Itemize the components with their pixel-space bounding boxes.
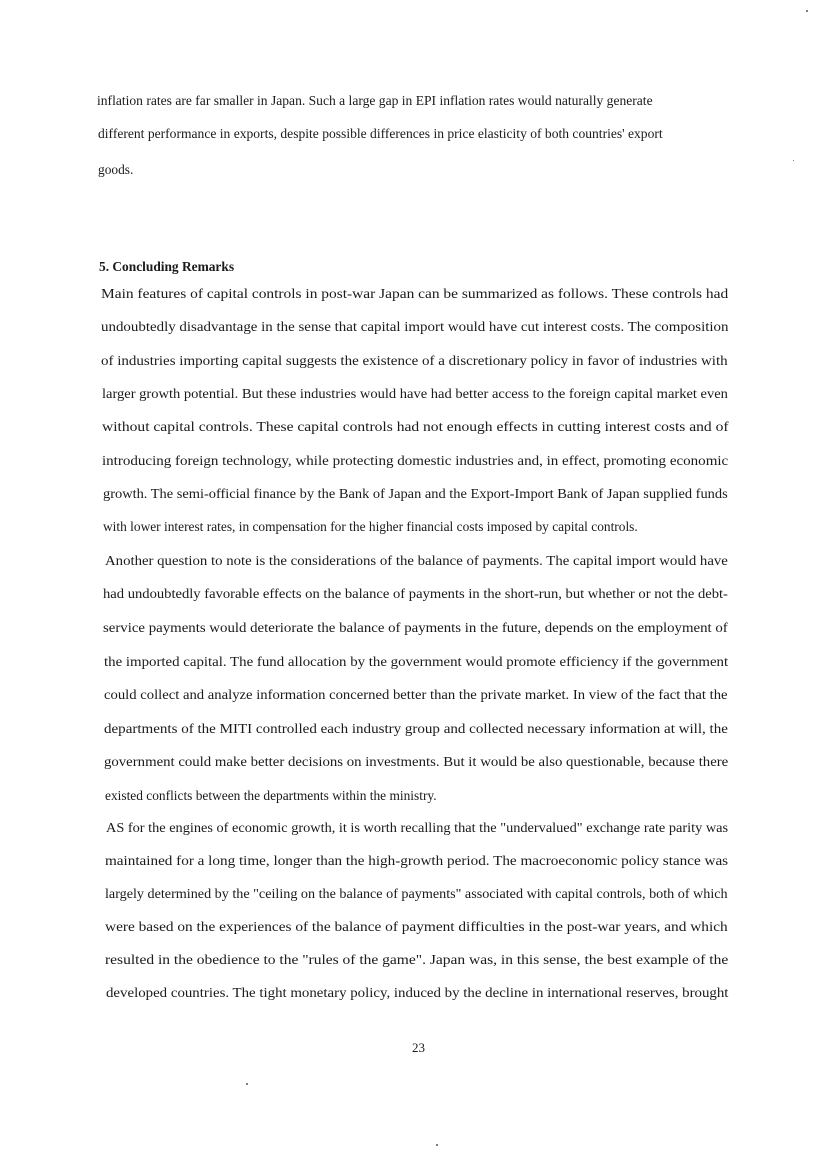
body-text-line: larger growth potential. But these industries would have had better access to the foreign capital market even [102,386,728,401]
body-text-line: service payments would deteriorate the balance of payments in the future, depends on the employment of [103,620,728,635]
body-text-line: government could make better decisions on investments. But it would be also questionable, because there [104,754,729,769]
body-text-line: had undoubtedly favorable effects on the balance of payments in the short-run, but whether or not the debt- [103,586,728,601]
body-text-line: with lower interest rates, in compensation for the higher financial costs imposed by capital controls. [103,519,638,534]
body-text-line: without capital controls. These capital controls had not enough effects in cutting interest costs and of [102,419,729,434]
scan-speck [246,1083,248,1085]
body-text-line: different performance in exports, despite possible differences in price elasticity of both countries' export [98,126,663,141]
body-text-line: resulted in the obedience to the "rules of the game". Japan was, in this sense, the best example of the [105,952,729,967]
body-text-line: developed countries. The tight monetary policy, induced by the decline in international reserves, brought [106,985,729,1000]
body-text-line: could collect and analyze information concerned better than the private market. In view of the fact that the [104,687,728,702]
body-text-line: the imported capital. The fund allocation by the government would promote efficiency if the government [104,654,729,669]
body-text-line: AS for the engines of economic growth, it is worth recalling that the "undervalued" exchange rate parity was [106,820,729,835]
page-number: 23 [412,1040,425,1055]
body-text-line: Another question to note is the considerations of the balance of payments. The capital import would have [105,553,728,568]
body-text-line: Main features of capital controls in post-war Japan can be summarized as follows. These controls had [101,286,729,301]
body-text-line: largely determined by the "ceiling on the balance of payments" associated with capital controls, both of which [105,886,728,901]
body-text-line: introducing foreign technology, while protecting domestic industries and, in effect, promoting economic [102,453,729,468]
section-heading: 5. Concluding Remarks [99,259,235,274]
body-text-line: existed conflicts between the departments within the ministry. [105,788,437,803]
body-text-line: inflation rates are far smaller in Japan. Such a large gap in EPI inflation rates would naturally generate [97,93,653,108]
scan-speck [793,160,794,161]
body-text-line: departments of the MITI controlled each industry group and collected necessary information at will, the [104,721,728,736]
body-text-line: growth. The semi-official finance by the Bank of Japan and the Export-Import Bank of Japan supplied funds [103,486,728,501]
body-text-line: of industries importing capital suggests the existence of a discretionary policy in favor of industries with [101,353,728,368]
scan-speck [806,10,808,12]
body-text-line: undoubtedly disadvantage in the sense that capital import would have cut interest costs. The composition [101,319,729,334]
body-text-line: were based on the experiences of the balance of payment difficulties in the post-war years, and which [105,919,728,934]
body-text-line: goods. [98,162,134,177]
scan-speck [436,1144,438,1146]
body-text-line: maintained for a long time, longer than the high-growth period. The macroeconomic policy stance was [105,853,729,868]
